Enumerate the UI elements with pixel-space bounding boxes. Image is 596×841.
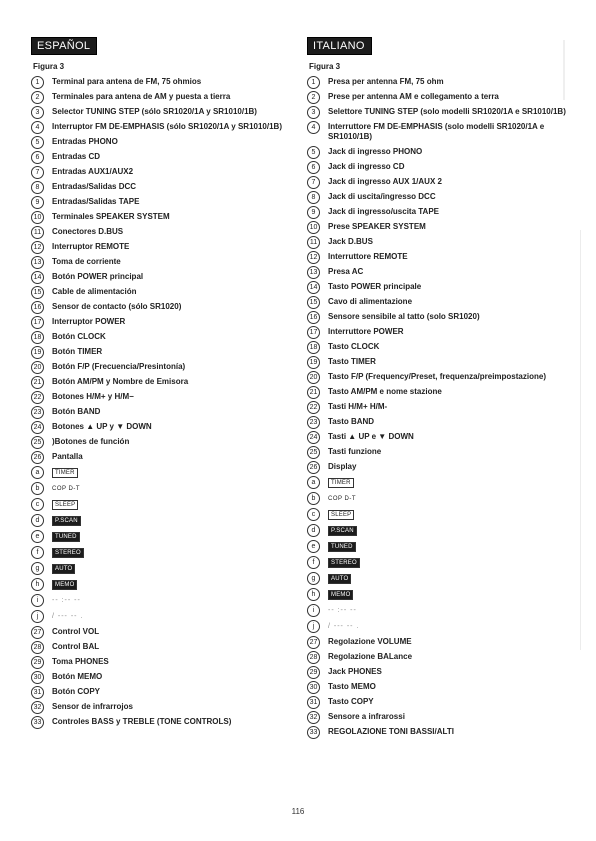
display-indicator: MEMO — [328, 590, 353, 600]
item-number-badge: 6 — [31, 151, 44, 164]
item-number-badge: j — [307, 620, 320, 633]
item-label: Botón TIMER — [52, 347, 103, 356]
item-number-badge: 22 — [31, 391, 44, 404]
item-number-badge: 11 — [31, 226, 44, 239]
display-indicator: TUNED — [328, 542, 356, 552]
display-indicator: MEMO — [52, 580, 77, 590]
list-item — [307, 509, 569, 520]
item-number-badge: 2 — [307, 91, 320, 104]
list-item — [307, 162, 569, 172]
list-item — [31, 702, 293, 712]
item-number-badge: 2 — [31, 91, 44, 104]
list-item — [307, 327, 569, 337]
item-label: Tasto AM/PM e nome stazione — [328, 387, 442, 396]
list-item — [31, 595, 293, 606]
item-label: Interruttore POWER — [328, 327, 404, 336]
item-label: Sensore sensibile al tatto (solo SR1020) — [328, 312, 480, 321]
list-item — [31, 717, 293, 727]
item-number-badge: 19 — [307, 356, 320, 369]
item-label: Control VOL — [52, 627, 100, 636]
list-item — [307, 682, 569, 692]
item-label: Sensor de contacto (sólo SR1020) — [52, 302, 182, 311]
item-label: Toma de corriente — [52, 257, 121, 266]
list-item — [307, 417, 569, 427]
item-label: Jack di ingresso/uscita TAPE — [328, 207, 440, 216]
list-item — [31, 332, 293, 342]
list-item — [307, 477, 569, 488]
scan-artifact — [580, 230, 581, 650]
item-label: Interruptor FM DE-EMPHASIS (sólo SR1020/1A y SR1010/1B) — [52, 122, 282, 131]
display-indicator: COP D-T — [52, 486, 81, 492]
list-item — [31, 437, 293, 447]
item-number-badge: 4 — [31, 121, 44, 134]
list-item — [307, 282, 569, 292]
list-item — [31, 467, 293, 478]
item-label: Jack di ingresso AUX 1/AUX 2 — [328, 177, 442, 186]
list-item — [31, 362, 293, 372]
list-item — [307, 122, 569, 142]
item-number-badge: 25 — [31, 436, 44, 449]
spanish-column — [31, 36, 293, 732]
item-label: Tasto POWER principale — [328, 282, 422, 291]
list-item — [31, 197, 293, 207]
list-item — [31, 515, 293, 526]
list-item — [31, 152, 293, 162]
item-label: Entradas CD — [52, 152, 101, 161]
item-label: Botón MEMO — [52, 672, 103, 681]
item-label: Botones H/M+ y H/M− — [52, 392, 134, 401]
item-number-badge: 29 — [307, 666, 320, 679]
item-label: )Botones de función — [52, 437, 130, 446]
item-number-badge: 21 — [307, 386, 320, 399]
item-label: Botón BAND — [52, 407, 101, 416]
list-item — [31, 107, 293, 117]
display-segment-indicator: / --- -- . — [328, 623, 360, 630]
item-number-badge: h — [307, 588, 320, 601]
list-item — [31, 579, 293, 590]
item-number-badge: 32 — [307, 711, 320, 724]
list-item — [307, 192, 569, 202]
list-item — [307, 727, 569, 737]
display-segment-indicator: -- :-- -- — [52, 597, 81, 604]
spanish-item-list — [31, 77, 293, 727]
item-number-badge: 23 — [307, 416, 320, 429]
item-label: Control BAL — [52, 642, 100, 651]
item-label: Tasto TIMER — [328, 357, 376, 366]
item-label: Display — [328, 462, 357, 471]
display-indicator: SLEEP — [52, 500, 78, 510]
list-item — [31, 422, 293, 432]
item-number-badge: i — [31, 594, 44, 607]
item-label: Tasto CLOCK — [328, 342, 380, 351]
item-label: Regolazione BALance — [328, 652, 413, 661]
item-number-badge: b — [307, 492, 320, 505]
item-number-badge: 12 — [31, 241, 44, 254]
item-label: Interruptor POWER — [52, 317, 126, 326]
item-number-badge: 22 — [307, 401, 320, 414]
display-indicator: COP D-T — [328, 496, 357, 502]
item-number-badge: 24 — [31, 421, 44, 434]
item-label: Selector TUNING STEP (sólo SR1020/1A y SR1010/1B) — [52, 107, 257, 116]
item-label: Tasto COPY — [328, 697, 374, 706]
item-number-badge: 3 — [31, 106, 44, 119]
list-item — [31, 547, 293, 558]
list-item — [31, 657, 293, 667]
list-item — [31, 483, 293, 494]
item-label: Regolazione VOLUME — [328, 637, 412, 646]
item-number-badge: i — [307, 604, 320, 617]
list-item — [31, 642, 293, 652]
list-item — [31, 377, 293, 387]
list-item — [307, 297, 569, 307]
item-label: Botón POWER principal — [52, 272, 144, 281]
item-label: Tasti ▲ UP e ▼ DOWN — [328, 432, 414, 441]
item-number-badge: 26 — [31, 451, 44, 464]
item-number-badge: 31 — [307, 696, 320, 709]
item-number-badge: 8 — [307, 191, 320, 204]
item-number-badge: 10 — [31, 211, 44, 224]
list-item — [31, 563, 293, 574]
list-item — [307, 637, 569, 647]
list-item — [307, 605, 569, 616]
item-label: Botón AM/PM y Nombre de Emisora — [52, 377, 189, 386]
list-item — [307, 222, 569, 232]
item-number-badge: 3 — [307, 106, 320, 119]
item-number-badge: 14 — [307, 281, 320, 294]
list-item — [31, 672, 293, 682]
item-number-badge: 27 — [31, 626, 44, 639]
item-label: Interruttore REMOTE — [328, 252, 408, 261]
list-item — [307, 92, 569, 102]
list-item — [31, 452, 293, 462]
list-item — [307, 462, 569, 472]
list-item — [31, 392, 293, 402]
item-number-badge: 12 — [307, 251, 320, 264]
display-indicator: TIMER — [328, 478, 354, 488]
list-item — [31, 92, 293, 102]
list-item — [31, 287, 293, 297]
italian-header: ITALIANO — [307, 37, 372, 55]
list-item — [307, 312, 569, 322]
item-number-badge: 30 — [307, 681, 320, 694]
list-item — [31, 227, 293, 237]
list-item — [307, 147, 569, 157]
list-item — [31, 687, 293, 697]
list-item — [31, 531, 293, 542]
list-item — [307, 573, 569, 584]
item-number-badge: 5 — [31, 136, 44, 149]
list-item — [307, 342, 569, 352]
item-label: Terminales SPEAKER SYSTEM — [52, 212, 170, 221]
item-number-badge: e — [31, 530, 44, 543]
item-label: Prese SPEAKER SYSTEM — [328, 222, 426, 231]
list-item — [31, 611, 293, 622]
list-item — [307, 447, 569, 457]
item-number-badge: 6 — [307, 161, 320, 174]
item-number-badge: 7 — [307, 176, 320, 189]
item-number-badge: 11 — [307, 236, 320, 249]
list-item — [31, 212, 293, 222]
item-number-badge: c — [307, 508, 320, 521]
list-item — [307, 237, 569, 247]
item-label: Entradas PHONO — [52, 137, 118, 146]
item-number-badge: 26 — [307, 461, 320, 474]
item-label: Tasto F/P (Frequency/Preset, frequenza/preimpostazione) — [328, 372, 546, 381]
item-label: Jack D.BUS — [328, 237, 373, 246]
list-item — [307, 667, 569, 677]
list-item — [31, 272, 293, 282]
item-label: Presa per antenna FM, 75 ohm — [328, 77, 444, 86]
list-item — [307, 525, 569, 536]
list-item — [31, 407, 293, 417]
item-number-badge: 20 — [31, 361, 44, 374]
item-number-badge: 15 — [31, 286, 44, 299]
list-item — [31, 257, 293, 267]
list-item — [307, 712, 569, 722]
item-number-badge: h — [31, 578, 44, 591]
item-label: Conectores D.BUS — [52, 227, 124, 236]
list-item — [307, 77, 569, 87]
item-number-badge: 21 — [31, 376, 44, 389]
item-label: Tasti funzione — [328, 447, 382, 456]
item-label: Pantalla — [52, 452, 83, 461]
item-label: Tasti H/M+ H/M- — [328, 402, 388, 411]
item-number-badge: 4 — [307, 121, 320, 134]
display-indicator: STEREO — [328, 558, 360, 568]
item-number-badge: 24 — [307, 431, 320, 444]
list-item — [307, 621, 569, 632]
item-label: Botón COPY — [52, 687, 100, 696]
item-label: REGOLAZIONE TONI BASSI/ALTI — [328, 727, 454, 736]
item-label: Entradas/Salidas DCC — [52, 182, 137, 191]
list-item — [307, 432, 569, 442]
item-label: Cable de alimentación — [52, 287, 137, 296]
item-label: Prese per antenna AM e collegamento a terra — [328, 92, 499, 101]
item-label: Presa AC — [328, 267, 364, 276]
item-number-badge: 9 — [31, 196, 44, 209]
item-label: Toma PHONES — [52, 657, 109, 666]
item-number-badge: c — [31, 498, 44, 511]
item-label: Controles BASS y TREBLE (TONE CONTROLS) — [52, 717, 232, 726]
list-item — [31, 317, 293, 327]
item-number-badge: 27 — [307, 636, 320, 649]
list-item — [31, 167, 293, 177]
list-item — [307, 252, 569, 262]
item-number-badge: 30 — [31, 671, 44, 684]
list-item — [31, 182, 293, 192]
item-number-badge: 16 — [307, 311, 320, 324]
spanish-figure-title: Figura 3 — [33, 62, 65, 71]
italian-item-list — [307, 77, 569, 737]
list-item — [307, 177, 569, 187]
list-item — [31, 242, 293, 252]
item-number-badge: f — [307, 556, 320, 569]
item-number-badge: 7 — [31, 166, 44, 179]
item-number-badge: 15 — [307, 296, 320, 309]
item-number-badge: a — [307, 476, 320, 489]
list-item — [307, 107, 569, 117]
item-number-badge: g — [31, 562, 44, 575]
display-segment-indicator: / --- -- . — [52, 613, 84, 620]
item-label: Sensor de infrarrojos — [52, 702, 133, 711]
list-item — [31, 499, 293, 510]
display-indicator: AUTO — [328, 574, 351, 584]
item-number-badge: 5 — [307, 146, 320, 159]
list-item — [307, 493, 569, 504]
item-label: Interruptor REMOTE — [52, 242, 130, 251]
item-label: Botón CLOCK — [52, 332, 106, 341]
item-number-badge: b — [31, 482, 44, 495]
item-number-badge: d — [31, 514, 44, 527]
italian-figure-title: Figura 3 — [309, 62, 341, 71]
item-number-badge: d — [307, 524, 320, 537]
item-number-badge: 16 — [31, 301, 44, 314]
list-item — [307, 557, 569, 568]
item-number-badge: 18 — [31, 331, 44, 344]
item-label: Tasto BAND — [328, 417, 375, 426]
display-indicator: TIMER — [52, 468, 78, 478]
list-item — [307, 541, 569, 552]
display-segment-indicator: -- :-- -- — [328, 607, 357, 614]
item-number-badge: 1 — [307, 76, 320, 89]
item-number-badge: 13 — [307, 266, 320, 279]
item-label: Interruttore FM DE-EMPHASIS (solo modelli SR1020/1A e SR1010/1B) — [328, 122, 545, 141]
spanish-header: ESPAÑOL — [31, 37, 97, 55]
item-number-badge: 13 — [31, 256, 44, 269]
item-label: Terminal para antena de FM, 75 ohmios — [52, 77, 202, 86]
list-item — [31, 77, 293, 87]
list-item — [31, 302, 293, 312]
item-number-badge: 8 — [31, 181, 44, 194]
page-number: 116 — [291, 807, 305, 816]
item-number-badge: 33 — [307, 726, 320, 739]
item-number-badge: 18 — [307, 341, 320, 354]
list-item — [307, 372, 569, 382]
item-number-badge: 28 — [31, 641, 44, 654]
list-item — [31, 137, 293, 147]
item-number-badge: 19 — [31, 346, 44, 359]
item-label: Jack di uscita/ingresso DCC — [328, 192, 436, 201]
display-indicator: P.SCAN — [52, 516, 81, 526]
item-number-badge: 25 — [307, 446, 320, 459]
item-label: Botones ▲ UP y ▼ DOWN — [52, 422, 152, 431]
item-label: Botón F/P (Frecuencia/Presintonía) — [52, 362, 186, 371]
list-item — [307, 387, 569, 397]
item-number-badge: 32 — [31, 701, 44, 714]
list-item — [31, 627, 293, 637]
scan-artifact — [563, 40, 565, 100]
item-number-badge: 14 — [31, 271, 44, 284]
item-number-badge: e — [307, 540, 320, 553]
item-number-badge: 17 — [31, 316, 44, 329]
list-item — [307, 207, 569, 217]
item-number-badge: 10 — [307, 221, 320, 234]
item-label: Tasto MEMO — [328, 682, 376, 691]
list-item — [307, 697, 569, 707]
item-number-badge: 23 — [31, 406, 44, 419]
item-number-badge: a — [31, 466, 44, 479]
item-label: Entradas AUX1/AUX2 — [52, 167, 134, 176]
item-number-badge: 17 — [307, 326, 320, 339]
item-label: Sensore a infrarossi — [328, 712, 405, 721]
item-number-badge: f — [31, 546, 44, 559]
list-item — [307, 652, 569, 662]
item-label: Selettore TUNING STEP (solo modelli SR1020/1A e SR1010/1B) — [328, 107, 566, 116]
display-indicator: TUNED — [52, 532, 80, 542]
item-number-badge: 20 — [307, 371, 320, 384]
list-item — [307, 357, 569, 367]
item-label: Jack di ingresso CD — [328, 162, 405, 171]
list-item — [31, 347, 293, 357]
item-number-badge: 28 — [307, 651, 320, 664]
item-label: Cavo di alimentazione — [328, 297, 413, 306]
list-item — [31, 122, 293, 132]
item-number-badge: 29 — [31, 656, 44, 669]
display-indicator: P.SCAN — [328, 526, 357, 536]
item-number-badge: j — [31, 610, 44, 623]
item-number-badge: 33 — [31, 716, 44, 729]
item-label: Entradas/Salidas TAPE — [52, 197, 140, 206]
display-indicator: SLEEP — [328, 510, 354, 520]
item-number-badge: g — [307, 572, 320, 585]
italian-column — [307, 36, 569, 742]
item-number-badge: 1 — [31, 76, 44, 89]
item-number-badge: 9 — [307, 206, 320, 219]
item-label: Terminales para antena de AM y puesta a tierra — [52, 92, 231, 101]
item-number-badge: 31 — [31, 686, 44, 699]
list-item — [307, 267, 569, 277]
item-label: Jack di ingresso PHONO — [328, 147, 423, 156]
list-item — [307, 402, 569, 412]
display-indicator: AUTO — [52, 564, 75, 574]
list-item — [307, 589, 569, 600]
display-indicator: STEREO — [52, 548, 84, 558]
item-label: Jack PHONES — [328, 667, 382, 676]
